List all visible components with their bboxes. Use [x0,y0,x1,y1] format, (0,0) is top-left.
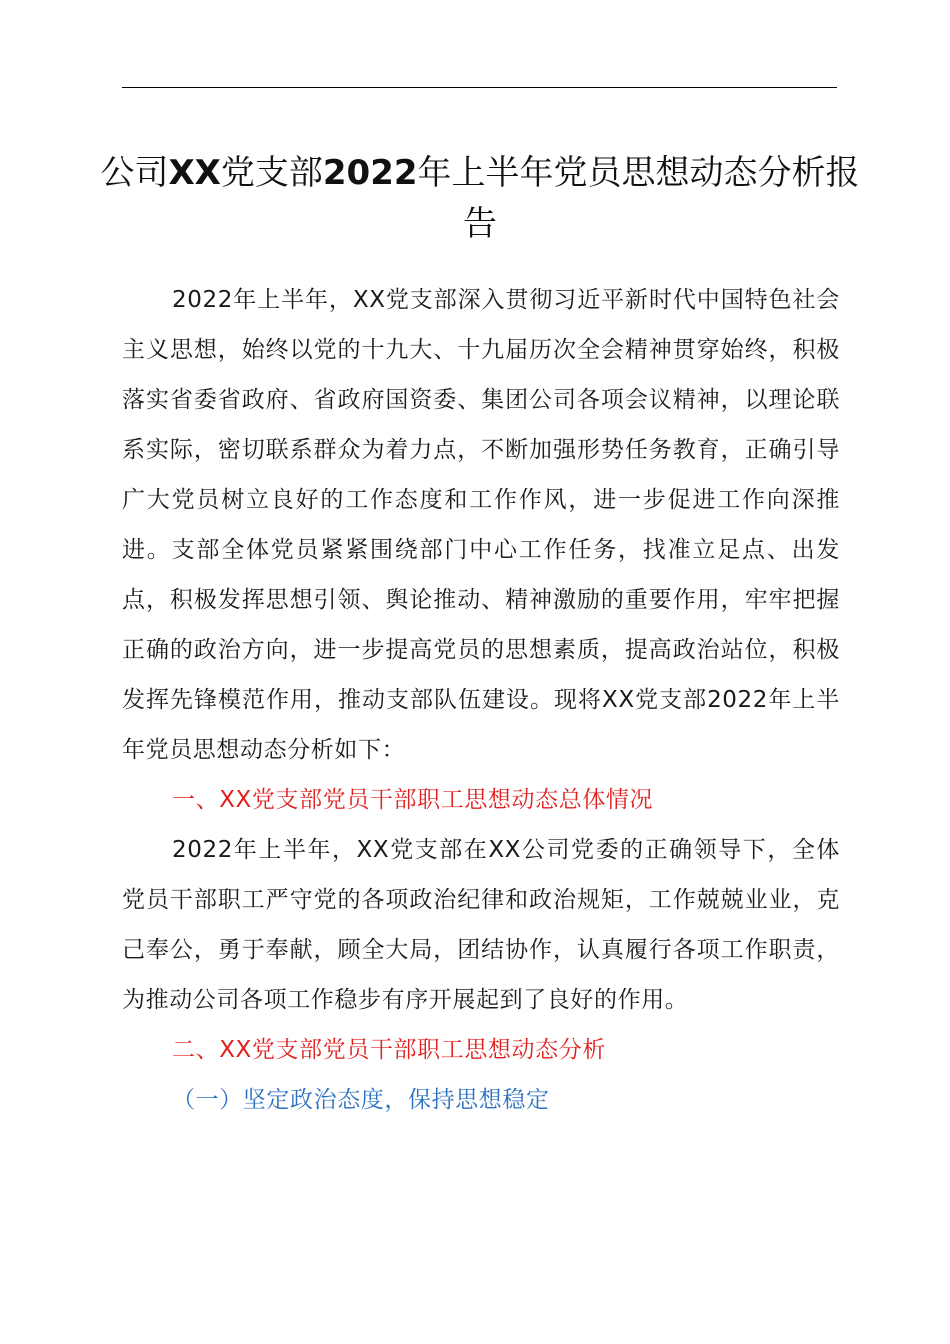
title-xx: XX [168,153,221,193]
paragraph-intro: 2022年上半年，XX党支部深入贯彻习近平新时代中国特色社会主义思想，始终以党的十九大、十九届历次全会精神贯穿始终，积极落实省委省政府、省政府国资委、集团公司各项会议精神，以理论联系实际，密切联系群众为着力点，不断加强形势任务教育，正确引导广大党员树立良好的工作态度和工作作风，进一步促进工作向深推进。支部全体党员紧紧围绕部门中心工作任务，找准立足点、出发点，积极发挥思想引领、舆论推动、精神激励的重要作用，牢牢把握正确的政治方向，进一步提高党员的思想素质，提高政治站位，积极发挥先锋模范作用，推动支部队伍建设。现将XX党支部2022年上半年党员思想动态分析如下： [122,287,840,763]
paragraph-section-1: 2022年上半年，XX党支部在XX公司党委的正确领导下，全体党员干部职工严守党的各项政治纪律和政治规矩，工作兢兢业业，克己奉公，勇于奉献，顾全大局，团结协作，认真履行各项工作职责，为推动公司各项工作稳步有序开展起到了良好的作用。 [122,837,840,1013]
title-prefix: 公司 [100,153,169,193]
title-year: 2022 [322,153,418,193]
document-body [122,275,840,1125]
title-middle: 党支部 [220,153,323,193]
document-title [100,148,860,250]
heading-subsection-1: （一）坚定政治态度，保持思想稳定 [172,1087,550,1113]
heading-section-1: 一、XX党支部党员干部职工思想动态总体情况 [172,787,654,813]
title-suffix: 年上半年党员思想动态分析报告 [417,153,860,244]
header-rule [122,87,837,88]
heading-section-2: 二、XX党支部党员干部职工思想动态分析 [172,1037,606,1063]
